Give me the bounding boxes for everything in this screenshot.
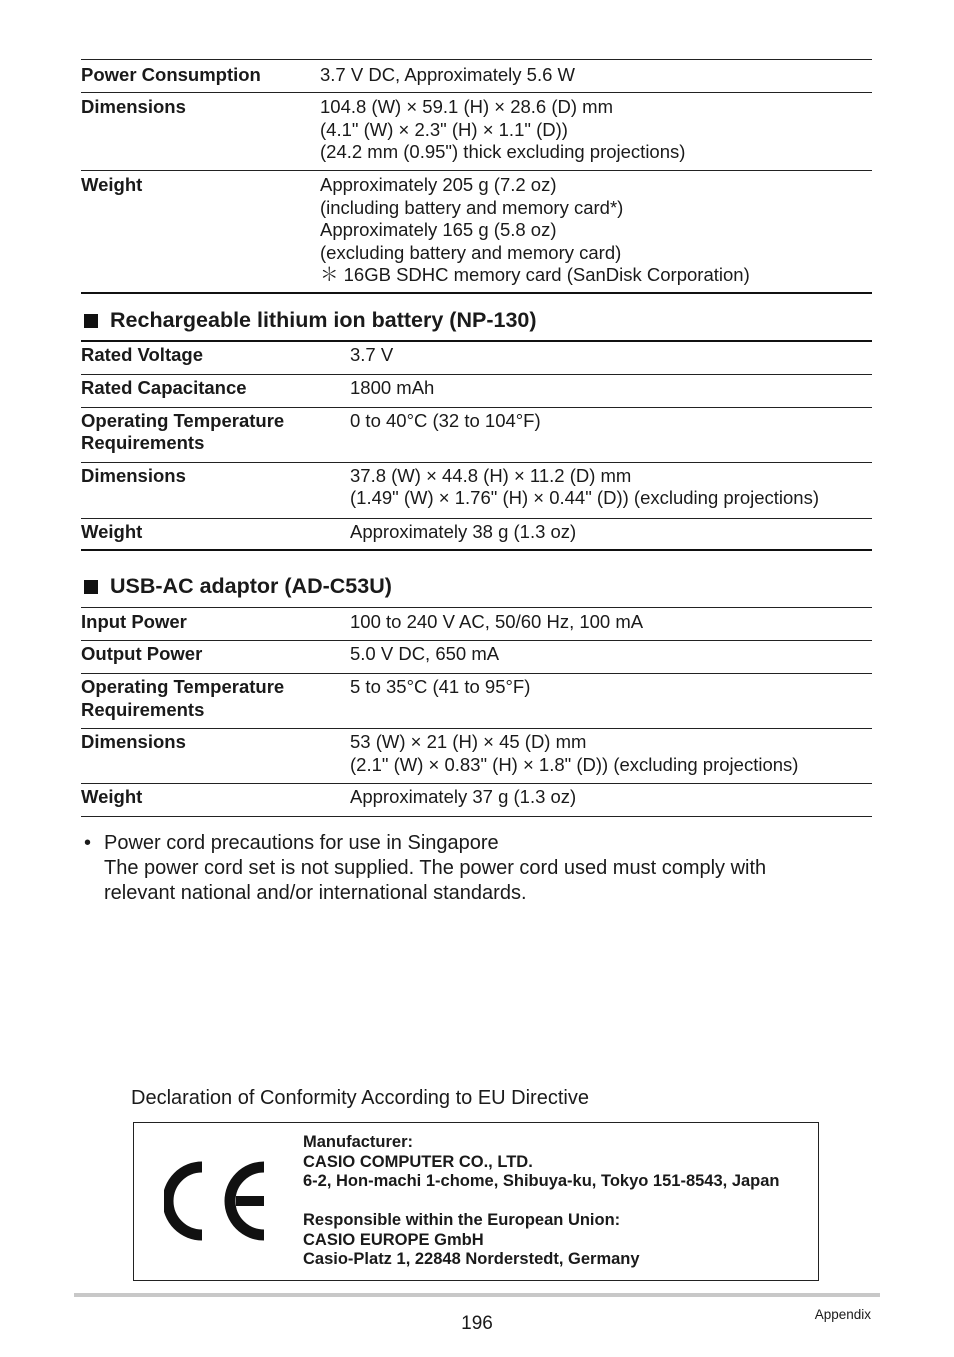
spec-key: Rated Voltage	[81, 341, 350, 374]
spec-row-dimensions	[81, 93, 872, 171]
spec-row-rated-voltage	[81, 341, 872, 374]
note-text	[104, 831, 766, 906]
eu-company-name: CASIO EUROPE GmbH	[303, 1230, 484, 1249]
spec-value: 100 to 240 V AC, 50/60 Hz, 100 mA	[350, 608, 872, 641]
spec-row-weight	[81, 784, 872, 817]
spec-value: Approximately 205 g (7.2 oz) (including battery and memory card*) Approximately 165 g (5.8 oz) (excluding battery and memory card) ＊ 16GB SDHC memory card (SanDisk Corporation)	[320, 171, 872, 293]
spec-value: 5.0 V DC, 650 mA	[350, 641, 872, 674]
adaptor-title-text: USB-AC adaptor (AD-C53U)	[110, 574, 392, 598]
spec-row-weight	[81, 171, 872, 293]
spec-value: 5 to 35°C (41 to 95°F)	[350, 674, 872, 729]
adaptor-section-title	[84, 574, 392, 599]
spec-value: 104.8 (W) × 59.1 (H) × 28.6 (D) mm (4.1" (W) × 2.3" (H) × 1.1" (D)) (24.2 mm (0.95") thick excluding projections)	[320, 93, 872, 171]
footer-rule	[74, 1293, 880, 1297]
page-number: 196	[461, 1313, 493, 1334]
eu-responsible-label: Responsible within the European Union:	[303, 1211, 621, 1229]
note-line: The power cord set is not supplied. The power cord used must comply with	[104, 857, 767, 879]
spec-row-dimensions	[81, 462, 872, 518]
spec-row-input-power	[81, 608, 872, 641]
spec-value: 3.7 V	[350, 341, 872, 374]
spec-key: Dimensions	[81, 729, 350, 784]
note-line: relevant national and/or international standards.	[104, 882, 527, 904]
spec-row-output-power	[81, 641, 872, 674]
spec-value: 1800 mAh	[350, 374, 872, 407]
spec-key: Operating Temperature Requirements	[81, 407, 350, 462]
camera-spec-table	[81, 59, 872, 294]
spec-key: Dimensions	[81, 462, 350, 518]
spec-key: Output Power	[81, 641, 350, 674]
square-bullet-icon	[84, 314, 98, 328]
note-bullet: •	[84, 832, 92, 854]
declaration-box	[133, 1122, 819, 1281]
battery-section-title	[84, 308, 537, 333]
spec-row-weight	[81, 518, 872, 550]
manufacturer-address: 6-2, Hon-machi 1-chome, Shibuya-ku, Tokyo 151-8543, Japan	[303, 1172, 780, 1190]
spec-key: Power Consumption	[81, 60, 320, 93]
section-label: Appendix	[814, 1307, 871, 1322]
declaration-text	[303, 1133, 780, 1270]
spec-key: Weight	[81, 784, 350, 817]
spec-value: 3.7 V DC, Approximately 5.6 W	[320, 60, 872, 93]
manufacturer-name: CASIO COMPUTER CO., LTD.	[303, 1152, 533, 1171]
note-line: Power cord precautions for use in Singapore	[104, 832, 499, 854]
spacer	[303, 1192, 780, 1212]
spec-row-operating-temperature	[81, 407, 872, 462]
battery-spec-table	[81, 340, 872, 551]
spec-key: Weight	[81, 518, 350, 550]
ce-mark-icon	[164, 1159, 272, 1243]
battery-title-text: Rechargeable lithium ion battery (NP-130)	[110, 308, 537, 332]
spec-key: Weight	[81, 171, 320, 293]
spec-key: Input Power	[81, 608, 350, 641]
spec-value: 53 (W) × 21 (H) × 45 (D) mm (2.1" (W) × 0.83" (H) × 1.8" (D)) (excluding projections)	[350, 729, 872, 784]
spec-value: 37.8 (W) × 44.8 (H) × 11.2 (D) mm (1.49" (W) × 1.76" (H) × 0.44" (D)) (excluding projections)	[350, 462, 872, 518]
spec-key: Dimensions	[81, 93, 320, 171]
square-bullet-icon	[84, 580, 98, 594]
spec-row-power-consumption	[81, 60, 872, 93]
declaration-heading: Declaration of Conformity According to EU Directive	[131, 1087, 589, 1109]
spec-value: 0 to 40°C (32 to 104°F)	[350, 407, 872, 462]
manufacturer-label: Manufacturer:	[303, 1133, 414, 1151]
adaptor-spec-table	[81, 607, 872, 817]
spec-key: Rated Capacitance	[81, 374, 350, 407]
spec-row-operating-temperature	[81, 674, 872, 729]
spec-row-dimensions	[81, 729, 872, 784]
eu-company-address: Casio-Platz 1, 22848 Norderstedt, Germany	[303, 1250, 640, 1268]
spec-key: Operating Temperature Requirements	[81, 674, 350, 729]
spec-row-rated-capacitance	[81, 374, 872, 407]
spec-value: Approximately 38 g (1.3 oz)	[350, 518, 872, 550]
spec-value: Approximately 37 g (1.3 oz)	[350, 784, 872, 817]
